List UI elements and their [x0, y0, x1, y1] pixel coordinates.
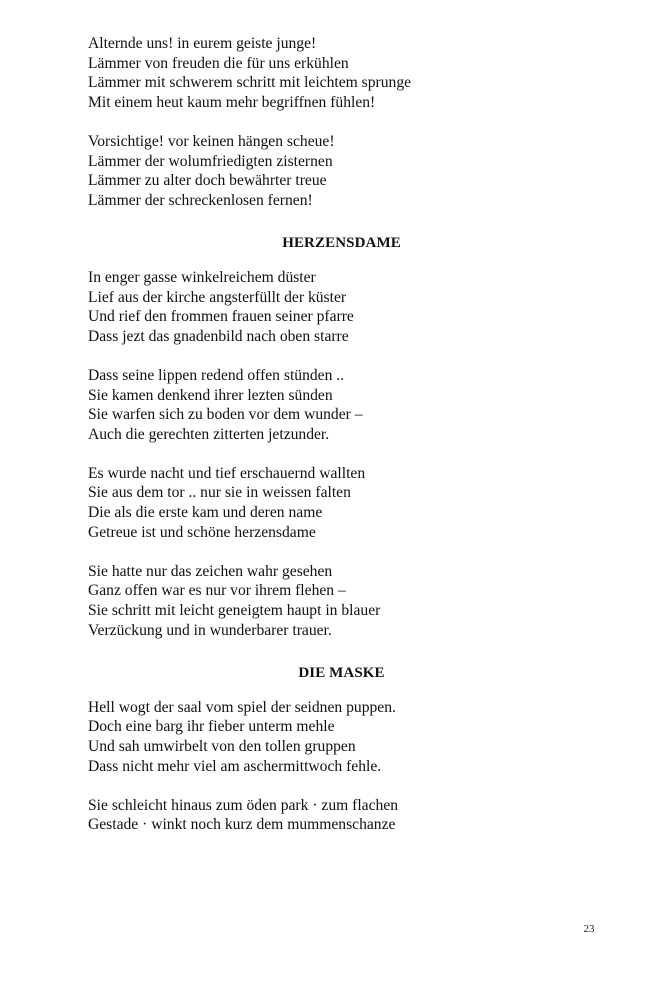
verse-line: Alternde uns! in eurem geiste junge! [88, 35, 317, 52]
verse-line: Lämmer mit schwerem schritt mit leichtem sprunge [88, 74, 412, 92]
verse-line: Sie aus dem tor .. nur sie in weissen falten [88, 484, 351, 502]
stanza [88, 562, 595, 640]
verse-line: Sie hatte nur das zeichen wahr gesehen [88, 562, 333, 580]
stanza [88, 796, 595, 835]
verse-line: Auch die gerechten zitterten jetzunder. [88, 425, 330, 443]
poem-continuation [88, 34, 595, 210]
verse-line: Lämmer zu alter doch bewährter treue [88, 172, 327, 190]
poem-title: HERZENSDAME [282, 235, 401, 252]
verse-line: Verzückung und in wunderbarer trauer. [88, 621, 332, 639]
verse-line: Hell wogt der saal vom spiel der seidnen puppen. [88, 698, 396, 716]
stanza [88, 464, 595, 542]
page-number: 23 [583, 923, 595, 935]
verse-line: Dass seine lippen redend offen stünden .. [88, 366, 345, 384]
verse-line: Lämmer der schreckenlosen fernen! [88, 191, 313, 209]
verse-line: Es wurde nacht und tief erschauernd wallten [88, 464, 366, 482]
verse-line: Sie schleicht hinaus zum öden park · zum flachen [88, 796, 399, 814]
verse-line: Lämmer von freuden die für uns erkühlen [88, 54, 349, 72]
stanza [88, 366, 595, 444]
verse-line: Lief aus der kirche angsterfüllt der küster [88, 288, 347, 306]
poem-title: DIE MASKE [298, 665, 385, 682]
poem-die-maske [88, 664, 595, 835]
poem-text-block [88, 34, 595, 835]
stanza [88, 34, 595, 112]
stanza [88, 698, 595, 776]
verse-line: Ganz offen war es nur vor ihrem flehen – [88, 582, 346, 600]
verse-line: Dass jezt das gnadenbild nach oben starre [88, 327, 349, 345]
verse-line: Und sah umwirbelt von den tollen gruppen [88, 738, 356, 755]
poem-herzensdame [88, 234, 595, 640]
verse-line: Sie warfen sich zu boden vor dem wunder – [88, 406, 363, 424]
verse-line: Die als die erste kam und deren name [88, 504, 323, 522]
stanza [88, 268, 595, 346]
verse-line: Vorsichtige! vor keinen hängen scheue! [88, 132, 335, 150]
verse-line: Dass nicht mehr viel am aschermittwoch fehle. [88, 757, 382, 775]
stanza [88, 132, 595, 210]
verse-line: Und rief den frommen frauen seiner pfarre [88, 308, 354, 326]
verse-line: Mit einem heut kaum mehr begriffnen fühlen! [88, 93, 376, 111]
verse-line: Getreue ist und schöne herzensdame [88, 523, 316, 541]
verse-line: Lämmer der wolumfriedigten zisternen [88, 152, 333, 170]
verse-line: Sie kamen denkend ihrer lezten sünden [88, 386, 333, 404]
verse-line: Sie schritt mit leicht geneigtem haupt in blauer [88, 602, 381, 620]
verse-line: Gestade · winkt noch kurz dem mummenschanze [88, 816, 396, 834]
verse-line: Doch eine barg ihr fieber unterm mehle [88, 718, 335, 736]
verse-line: In enger gasse winkelreichem düster [88, 268, 316, 286]
